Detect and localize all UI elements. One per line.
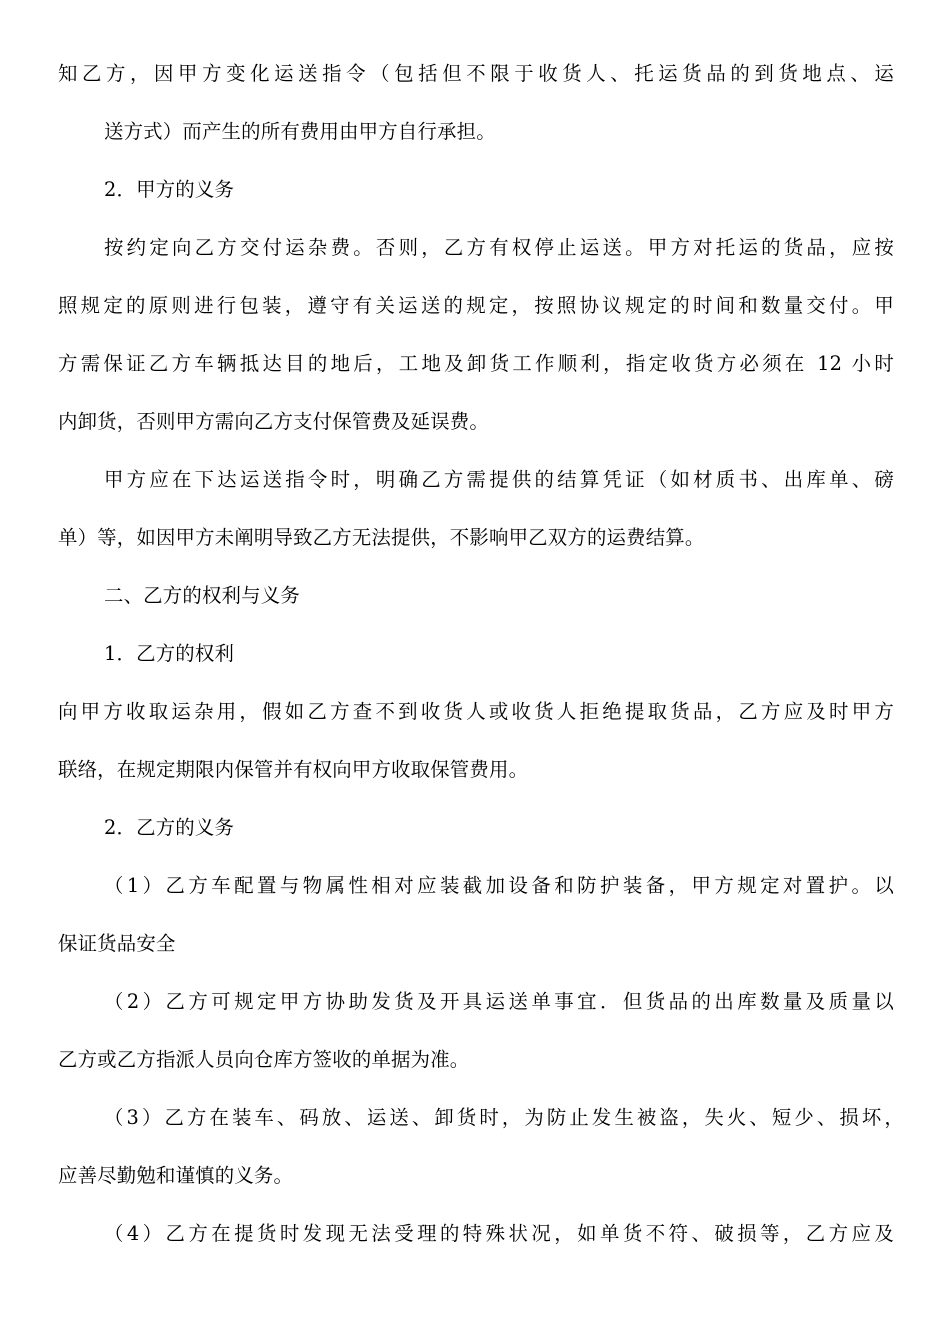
text-line: 内卸货，否则甲方需向乙方支付保管费及延误费。	[58, 410, 489, 433]
subsection-heading: 2．乙方的义务	[104, 816, 235, 839]
text-line: 按约定向乙方交付运杂费。否则，乙方有权停止运送。甲方对托运的货品，应按	[104, 236, 894, 259]
text-line: 向甲方收取运杂用，假如乙方查不到收货人或收货人拒绝提取货品，乙方应及时甲方	[58, 700, 894, 723]
text-line: 知乙方，因甲方变化运送指令（包括但不限于收货人、托运货品的到货地点、运	[58, 62, 894, 85]
text-line: 应善尽勤勉和谨慎的义务。	[58, 1164, 294, 1187]
text-line: 乙方或乙方指派人员向仓库方签收的单据为准。	[58, 1048, 470, 1071]
text-line: （3）乙方在装车、码放、运送、卸货时，为防止发生被盗，失火、短少、损坏，	[104, 1106, 904, 1129]
text-line: 方需保证乙方车辆抵达目的地后，工地及卸货工作顺利，指定收货方必须在 12 小时	[58, 352, 894, 375]
section-heading: 2．甲方的义务	[104, 178, 235, 201]
text-line: 甲方应在下达运送指令时，明确乙方需提供的结算凭证（如材质书、出库单、磅	[104, 468, 894, 491]
text-line: 联络，在规定期限内保管并有权向甲方收取保管费用。	[58, 758, 529, 781]
text-line: 保证货品安全	[58, 932, 176, 955]
text-line: （4）乙方在提货时发现无法受理的特殊状况，如单货不符、破损等，乙方应及	[104, 1222, 894, 1245]
text-line: （2）乙方可规定甲方协助发货及开具运送单事宜．但货品的出库数量及质量以	[104, 990, 894, 1013]
section-heading: 二、乙方的权利与义务	[104, 584, 300, 607]
text-line: 照规定的原则进行包装，遵守有关运送的规定，按照协议规定的时间和数量交付。甲	[58, 294, 894, 317]
text-line: （1）乙方车配置与物属性相对应装截加设备和防护装备，甲方规定对置护。以	[104, 874, 894, 897]
text-line: 送方式）而产生的所有费用由甲方自行承担。	[104, 120, 496, 143]
subsection-heading: 1．乙方的权利	[104, 642, 235, 665]
text-line: 单）等，如因甲方未阐明导致乙方无法提供，不影响甲乙双方的运费结算。	[58, 526, 705, 549]
